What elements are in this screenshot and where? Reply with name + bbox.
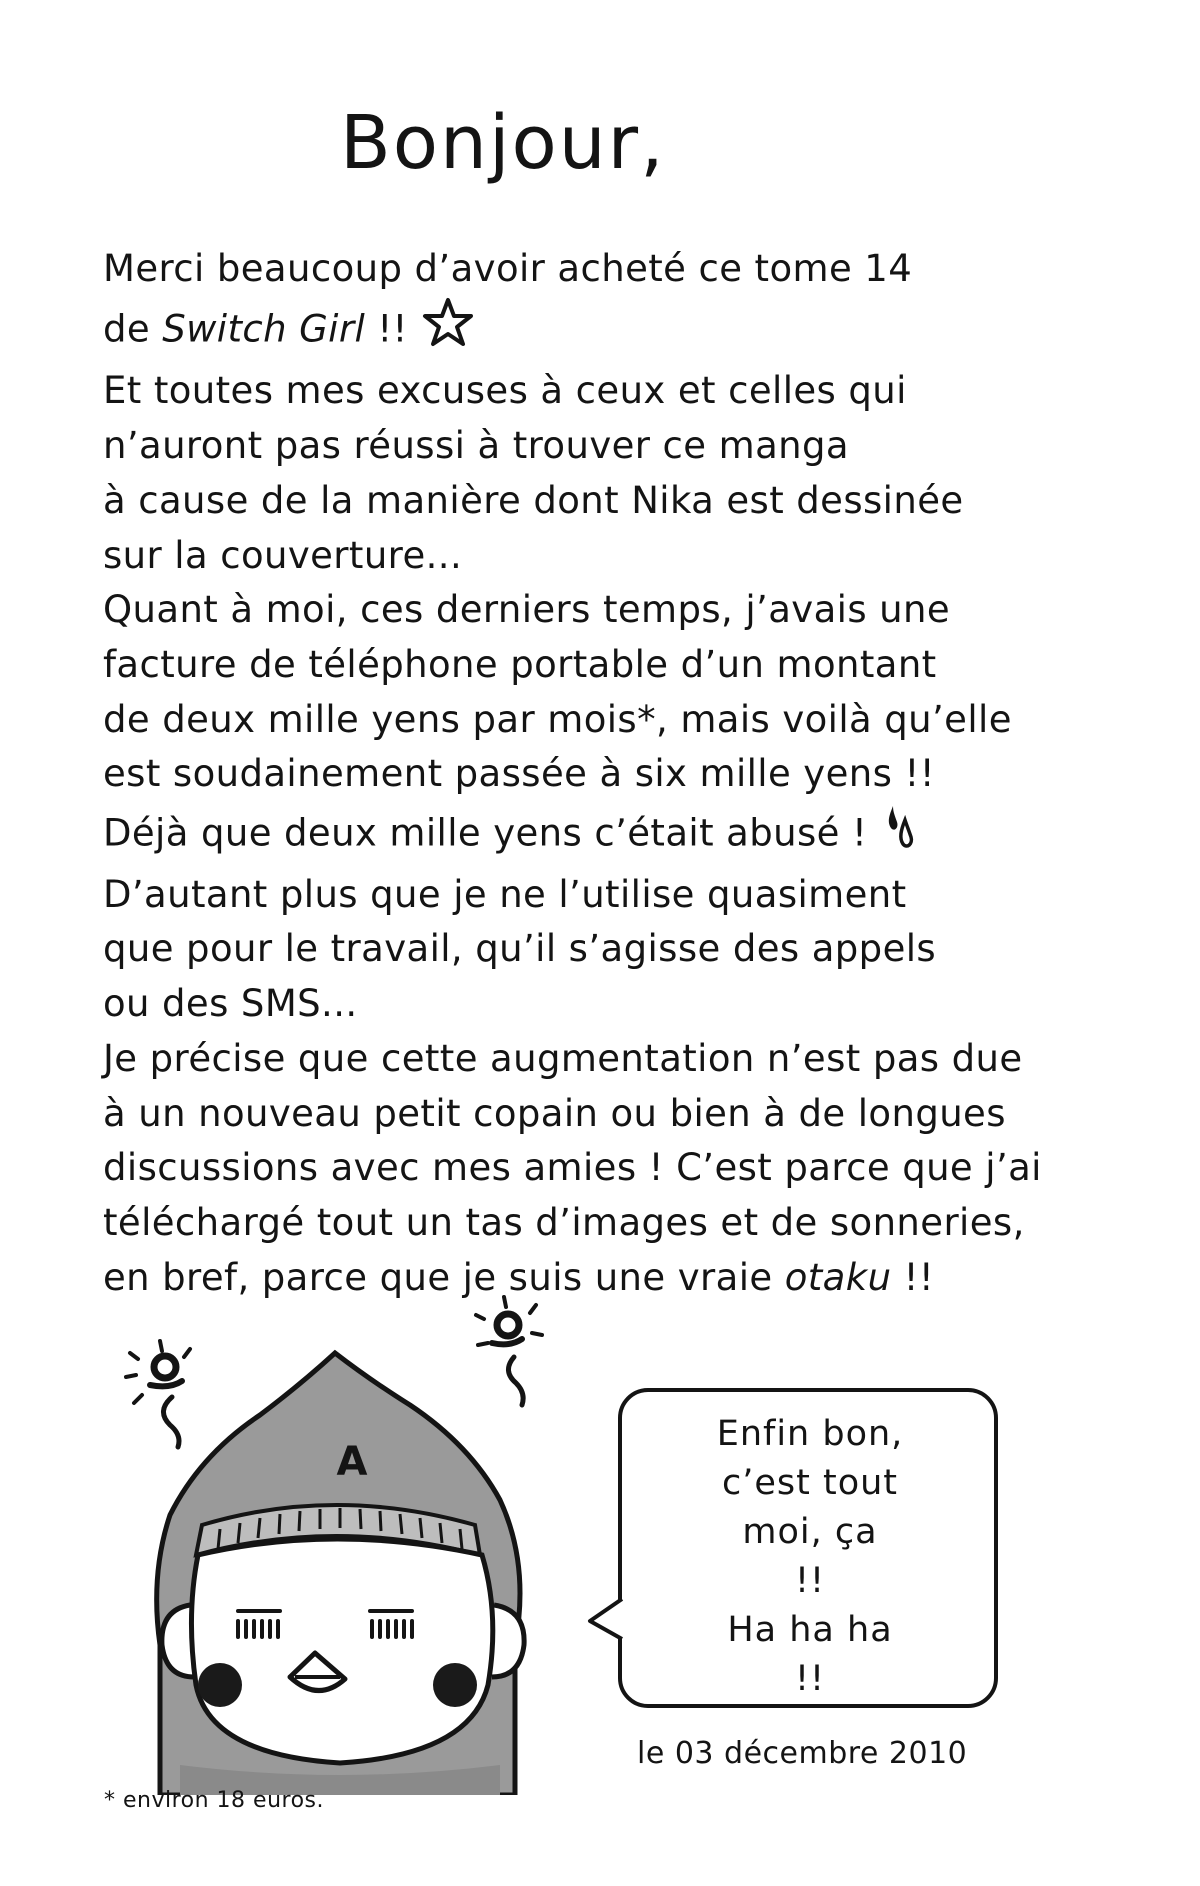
star-icon xyxy=(422,297,474,365)
letter-line-1: Merci beaucoup d’avoir acheté ce tome 14 xyxy=(103,247,913,290)
letter-line-2: de Switch Girl !! xyxy=(103,297,1083,365)
letter-line-10: est soudainement passée à six mille yens !! xyxy=(103,752,935,796)
letter-line-3: Et toutes mes excuses à ceux et celles qui xyxy=(103,369,907,413)
letter-line-13: que pour le travail, qu’il s’agisse des appels xyxy=(103,927,937,971)
letter-body xyxy=(103,242,1083,1305)
hood-letter: A xyxy=(336,1439,368,1485)
letter-line-16: à un nouveau petit copain ou bien à de longues xyxy=(103,1091,1006,1135)
speech-bubble-tail xyxy=(586,1595,626,1645)
letter-line-9: de deux mille yens par mois*, mais voilà qu’elle xyxy=(103,697,1012,741)
bubble-line: !! xyxy=(794,1659,826,1699)
letter-line-8: facture de téléphone portable d’un montant xyxy=(103,642,937,686)
speech-bubble-text xyxy=(640,1410,980,1704)
bubble-line: moi, ça xyxy=(742,1512,878,1552)
bubble-line: c’est tout xyxy=(721,1463,899,1503)
letter-line-4: n’auront pas réussi à trouver ce manga xyxy=(103,424,849,468)
letter-line-7: Quant à moi, ces derniers temps, j’avais une xyxy=(103,588,951,632)
letter-date: le 03 décembre 2010 xyxy=(637,1736,968,1771)
letter-line-6: sur la couverture... xyxy=(103,533,463,577)
letter-line-12: D’autant plus que je ne l’utilise quasiment xyxy=(103,872,907,916)
dizzy-symbol-icon xyxy=(476,1297,542,1405)
otaku-word: otaku xyxy=(784,1255,892,1299)
letter-line-18: téléchargé tout un tas d’images et de sonneries, xyxy=(103,1200,1025,1244)
page-title: Bonjour, xyxy=(340,100,666,186)
author-avatar-illustration xyxy=(90,1285,610,1795)
manga-title: Switch Girl xyxy=(162,307,366,351)
letter-line-11: Déjà que deux mille yens c’était abusé ! xyxy=(103,802,1083,868)
bubble-line: Ha ha ha xyxy=(727,1610,893,1650)
dizzy-symbol-icon xyxy=(126,1341,190,1447)
sweat-drop-icon xyxy=(883,802,917,868)
footnote: * environ 18 euros. xyxy=(104,1788,325,1813)
bubble-line: Enfin bon, xyxy=(716,1414,904,1454)
letter-line-5: à cause de la manière dont Nika est dessinée xyxy=(103,478,964,522)
letter-line-17: discussions avec mes amies ! C’est parce que j’ai xyxy=(103,1146,1042,1190)
letter-line-15: Je précise que cette augmentation n’est pas due xyxy=(103,1036,1023,1080)
bubble-line: !! xyxy=(794,1561,826,1601)
letter-line-19: en bref, parce que je suis une vraie otaku !! xyxy=(103,1255,935,1299)
letter-line-14: ou des SMS... xyxy=(103,982,358,1026)
